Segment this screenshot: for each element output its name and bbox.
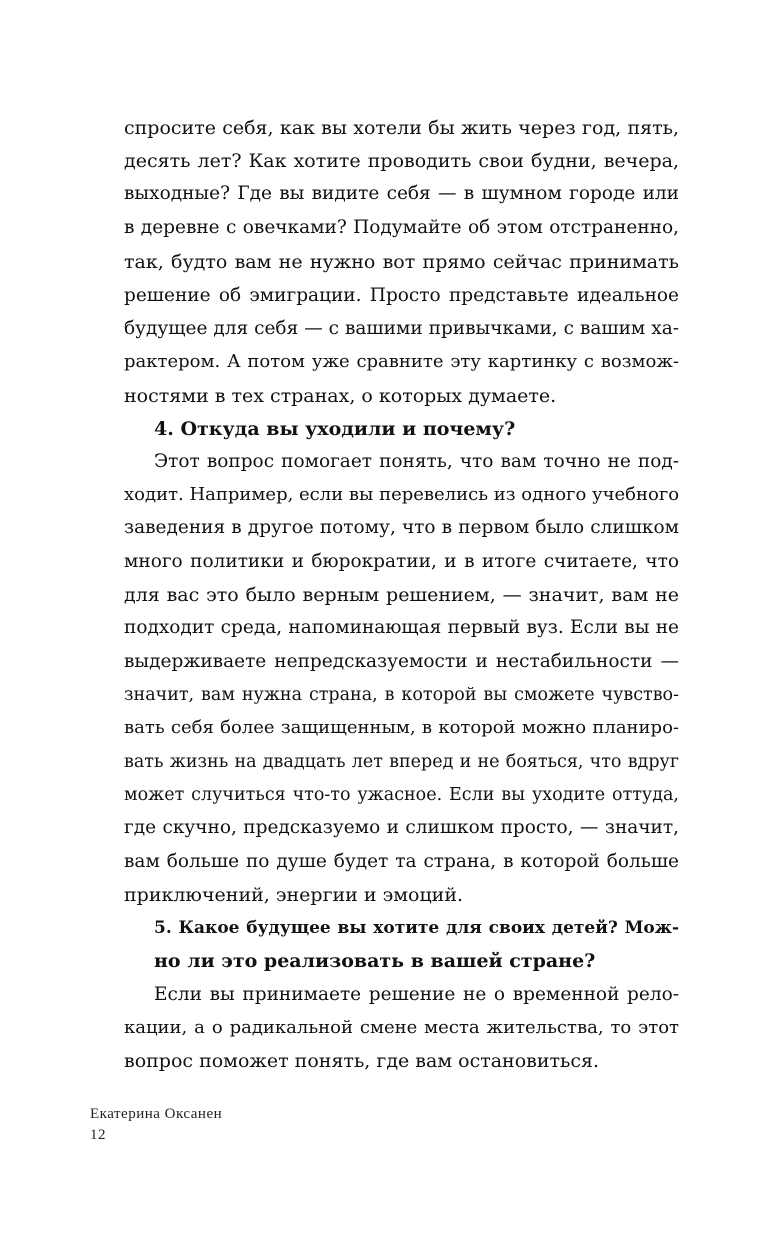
text-line: много политики и бюрократии, и в итоге считаете, что xyxy=(124,551,679,572)
text-line: подходит среда, напоминающая первый вуз. Если вы не xyxy=(124,617,679,638)
text-line: в деревне с овечками? Подумайте об этом отстраненно, xyxy=(124,217,679,238)
text-line: где скучно, предсказуемо и слишком просто, — значит, xyxy=(124,817,679,838)
text-line: вать себя более защищенным, в которой можно планиро- xyxy=(124,717,679,738)
text-line: приключений, энергии и эмоций. xyxy=(124,884,464,906)
text-line: может случиться что-то ужасное. Если вы уходите оттуда, xyxy=(124,785,679,805)
text-line: десять лет? Как хотите проводить свои будни, вечера, xyxy=(124,150,679,172)
text-line: выдерживаете непредсказуемости и нестабильности — xyxy=(124,651,679,672)
text-line: решение об эмиграции. Просто представьте идеальное xyxy=(124,285,679,306)
text-line: Этот вопрос помогает понять, что вам точно не под- xyxy=(154,451,679,472)
page-number: 12 xyxy=(90,1127,106,1143)
text-line: спросите себя, как вы хотели бы жить через год, пять, xyxy=(124,117,679,139)
text-line: для вас это было верным решением, — значит, вам не xyxy=(124,584,679,606)
heading-line: 5. Какое будущее вы хотите для своих детей? Мож- xyxy=(154,918,679,938)
text-line: вопрос поможет понять, где вам остановиться. xyxy=(124,1050,600,1072)
text-line: ходит. Например, если вы перевелись из одного учебного xyxy=(124,484,680,505)
footer-author: Екатерина Оксанен xyxy=(90,1106,223,1122)
text-line: вам больше по душе будет та страна, в которой больше xyxy=(124,851,679,872)
text-line: рактером. А потом уже сравните эту картинку с возмож- xyxy=(124,351,679,372)
text-line: вать жизнь на двадцать лет вперед и не бояться, что вдруг xyxy=(124,752,679,772)
text-line: выходные? Где вы видите себя — в шумном городе или xyxy=(124,183,679,204)
text-line: ностями в тех странах, о которых думаете. xyxy=(124,385,557,407)
text-line: значит, вам нужна страна, в которой вы сможете чувство- xyxy=(124,685,679,705)
heading-line: но ли это реализовать в вашей стране? xyxy=(154,950,596,972)
section-heading-4: 4. Откуда вы уходили и почему? xyxy=(154,418,516,440)
text-line: будущее для себя — с вашими привычками, с вашим ха- xyxy=(124,318,679,339)
text-line: так, будто вам не нужно вот прямо сейчас принимать xyxy=(124,251,679,273)
text-line: заведения в другое потому, что в первом было слишком xyxy=(124,517,679,538)
text-line: кации, а о радикальной смене места жительства, то этот xyxy=(124,1017,679,1038)
text-line: Если вы принимаете решение не о временной рело- xyxy=(154,984,679,1005)
